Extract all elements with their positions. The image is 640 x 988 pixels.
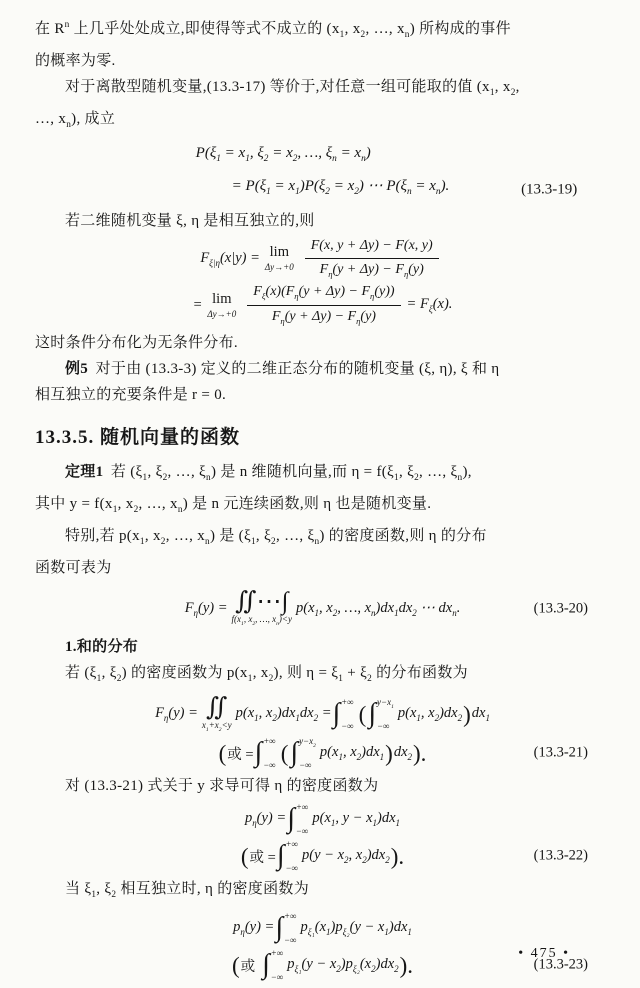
- example-label: 例5: [65, 361, 89, 378]
- lim-subscript: Δy→+0: [207, 308, 237, 319]
- lim-symbol: lim: [269, 244, 289, 261]
- eq20-tag: (13.3-20): [533, 600, 588, 617]
- eq20-body: $p(x_1$, $x_2$, …, $x_n)dx_1dx_2$ ⋯ $dx_n$.: [296, 599, 461, 618]
- integral-limits: [284, 911, 297, 945]
- lower-limit: −∞: [285, 863, 299, 874]
- fraction-numerator: F(x, y + Δy) − F(x, y): [305, 237, 439, 259]
- intro-line-3: 对于离散型随机变量,(13.3-17) 等价于,对任意一组可能取的值 ($x_1$, $x_2$,: [65, 79, 520, 98]
- lower-limit: −∞: [263, 760, 276, 771]
- inner-integrand: $p(x_1$, $x_2)dx_2$: [397, 705, 463, 723]
- equation-13-3-23-line1: [35, 911, 610, 945]
- integral-icon: ∫: [275, 912, 284, 944]
- upper-limit: $y-x_1$: [377, 697, 394, 710]
- eq22-tag: (13.3-22): [533, 847, 588, 864]
- eq22-lhs: $p_\eta(y)$ =: [244, 810, 287, 829]
- upper-limit: +∞: [285, 839, 299, 850]
- double-integral: [202, 695, 232, 733]
- lower-limit: −∞: [299, 760, 312, 771]
- integral-icon: ∫: [290, 737, 299, 769]
- note-line: 这时条件分布化为无条件分布.: [35, 335, 238, 352]
- close-paren-period: ).: [413, 740, 427, 766]
- eqcond-rhs: = $F_\xi(x)$.: [406, 296, 453, 315]
- or-equals-label: 或 =: [249, 849, 276, 866]
- integrand: $p(x_1$, $y - x_1)dx_1$: [312, 810, 401, 829]
- independence-line: 若二维随机变量 ξ, η 是相互独立的,则: [65, 213, 315, 229]
- lower-limit: −∞: [295, 826, 309, 837]
- integral-limits: [341, 697, 354, 731]
- integral-icon: ∫: [332, 698, 341, 729]
- eq20-lhs: $F_\eta(y)$ =: [184, 599, 228, 618]
- eq19-line2: = $P(\xi_1 = x_1)P(\xi_2 = x_2)$ ⋯ $P(\xi_n = x_n)$.: [231, 178, 450, 197]
- eq23-tag: (13.3-23): [533, 956, 588, 973]
- subsection-heading: 1.和的分布: [65, 638, 139, 655]
- integral-icon: ∫: [276, 840, 285, 872]
- equation-13-3-21-line2: [35, 736, 610, 770]
- multi-integral-icon: ∬⋯∫: [235, 588, 289, 616]
- integral: [275, 911, 299, 945]
- close-paren: ): [385, 740, 393, 766]
- open-paren: (: [218, 740, 227, 766]
- double-integral-icon: ∬: [206, 693, 228, 721]
- eq19-line1: $P(\xi_1 = x_1$, $\xi_2 = x_2$, …, $\xi_n = x_n$): [195, 145, 371, 164]
- integrand: $p_{\xi_1}(y - x_2)p_{\xi_2}(x_2)dx_2$: [287, 956, 399, 975]
- intro-line-2: 的概率为零.: [35, 53, 116, 69]
- independence2-line: 当 $\xi_1$, $\xi_2$ 相互独立时, η 的密度函数为: [65, 881, 309, 901]
- upper-limit: +∞: [295, 802, 309, 813]
- open-paren: (: [240, 843, 249, 869]
- example-text-2: 相互独立的充要条件是 r = 0.: [35, 387, 227, 404]
- integral-icon: ∫: [262, 949, 270, 981]
- theorem-label: 定理1: [65, 464, 104, 481]
- inner-integral: [368, 697, 397, 731]
- integral-limits: [271, 948, 284, 982]
- limit-operator: [265, 245, 294, 272]
- integral-under-limit: $x_1+x_2<y$: [201, 719, 232, 733]
- integral-limits: [377, 697, 394, 731]
- multiple-integral: [232, 589, 292, 627]
- outer-integral: [332, 697, 356, 731]
- lower-limit: −∞: [377, 721, 390, 731]
- lim-subscript: Δy→+0: [264, 261, 294, 272]
- upper-limit: $y-x_2$: [299, 736, 316, 749]
- close-paren-period: ).: [399, 952, 414, 978]
- fraction-denominator: $F_\eta(y + \Delta y) - F_\eta(y)$: [271, 308, 376, 326]
- upper-limit: +∞: [341, 697, 354, 707]
- close-paren-period: ).: [390, 843, 405, 869]
- page-number: • 475 •: [518, 946, 570, 961]
- inner-integrand: $p(x_1$, $x_2)dx_1$: [319, 744, 385, 763]
- fraction: [247, 283, 400, 327]
- integrand: $p_{\xi_1}(x_1)p_{\xi_2}(y - x_1)dx_1$: [300, 919, 412, 938]
- lim-symbol: lim: [212, 291, 232, 308]
- example-5: [35, 356, 610, 382]
- fraction: [305, 237, 439, 280]
- eqcond-lhs: $F_{\xi|\eta}(x|y)$ =: [200, 249, 260, 268]
- eq19-tag: (13.3-19): [521, 181, 578, 197]
- open-paren: (: [231, 952, 240, 978]
- upper-limit: +∞: [284, 911, 297, 922]
- integral-icon: ∫: [287, 803, 295, 835]
- intro-line-1: 在 $R^n$ 上几乎处处成立,即使得等式不成立的 ($x_1$, $x_2$, …, $x_n$) 所构成的事件: [35, 20, 511, 40]
- eq23-lhs: $p_\eta(y)$ =: [233, 919, 275, 938]
- integral-icon: ∫: [368, 698, 376, 729]
- lower-limit: −∞: [341, 721, 354, 731]
- or-equals-label: 或 =: [227, 746, 254, 763]
- upper-limit: +∞: [270, 948, 284, 959]
- integral-icon: ∫: [254, 737, 263, 769]
- fraction-denominator: $F_\eta(y + \Delta y) - F_\eta(y)$: [319, 261, 424, 279]
- equation-13-3-19: [195, 140, 578, 206]
- integral: [277, 839, 301, 873]
- theorem-line-4: 函数可表为: [35, 560, 112, 577]
- eq21-mid: $p(x_1$, $x_2)dx_1dx_2$ =: [235, 705, 332, 723]
- example-text-1: 对于由 (13.3-3) 定义的二维正态分布的随机变量 (ξ, η), ξ 和 η: [95, 361, 500, 378]
- eq21-tag: (13.3-21): [533, 744, 588, 761]
- fraction-numerator: $F_\xi(x)(F_\eta(y + \Delta y) - F_\eta(y))$: [247, 283, 400, 306]
- close-paren: ): [463, 701, 471, 727]
- integral-limits: [296, 802, 309, 836]
- theorem-line-1: 若 ($\xi_1$, $\xi_2$, …, $\xi_n$) 是 n 维随机向量,而 $\eta = f(\xi_1$, $\xi_2$, …, $\xi_n$),: [110, 464, 472, 484]
- equation-13-3-20: [35, 589, 610, 627]
- open-paren: (: [280, 740, 289, 766]
- eq21-lhs: $F_\eta(y)$ =: [155, 705, 198, 723]
- equation-13-3-21-line1: [35, 695, 610, 733]
- open-paren: (: [358, 701, 367, 727]
- outer-differential: $dx_1$: [471, 705, 490, 723]
- derivative-line: 对 (13.3-21) 式关于 y 求导可得 η 的密度函数为: [65, 778, 379, 795]
- integral-limits: [286, 839, 299, 873]
- outer-integral: [255, 736, 279, 770]
- theorem-1: [35, 459, 610, 491]
- intro-line-4: …, $x_n$), 成立: [35, 111, 116, 130]
- inner-integral: [290, 736, 319, 770]
- integral: [262, 948, 286, 982]
- theorem-line-3: 特别,若 $p(x_1$, $x_2$, …, $x_n$) 是 ($\xi_1$, $\xi_2$, …, $\xi_n$) 的密度函数,则 η 的分布: [65, 528, 487, 548]
- equation-13-3-22-line1: [35, 802, 610, 836]
- integral-limits: [299, 736, 316, 770]
- upper-limit: +∞: [263, 736, 276, 747]
- integrand: $p(y - x_2$, $x_2)dx_2$: [302, 847, 390, 866]
- integral: [287, 802, 311, 836]
- integral-under-limit: $f(x_1$, $x_2$, …, $x_n)<y$: [231, 614, 292, 628]
- equation-conditional-line2: [35, 283, 610, 327]
- equation-13-3-22-line2: [35, 839, 610, 873]
- equation-conditional-line1: [35, 237, 610, 280]
- lower-limit: −∞: [284, 935, 297, 946]
- section-heading: 13.3.5. 随机向量的函数: [35, 427, 241, 449]
- limit-operator: [207, 292, 236, 319]
- lower-limit: −∞: [270, 972, 284, 983]
- theorem-line-2: 其中 $y = f(x_1$, $x_2$, …, $x_n$) 是 n 元连续函数,则 η 也是随机变量.: [35, 496, 432, 516]
- equals-sign: =: [192, 296, 203, 313]
- outer-differential: $dx_2$: [393, 744, 412, 763]
- or-label: 或: [240, 958, 256, 975]
- integral-limits: [263, 736, 276, 770]
- sum-dist-intro: 若 ($\xi_1$, $\xi_2$) 的密度函数为 $p(x_1$, $x_2$), 则 $\eta = \xi_1 + \xi_2$ 的分布函数为: [65, 664, 468, 684]
